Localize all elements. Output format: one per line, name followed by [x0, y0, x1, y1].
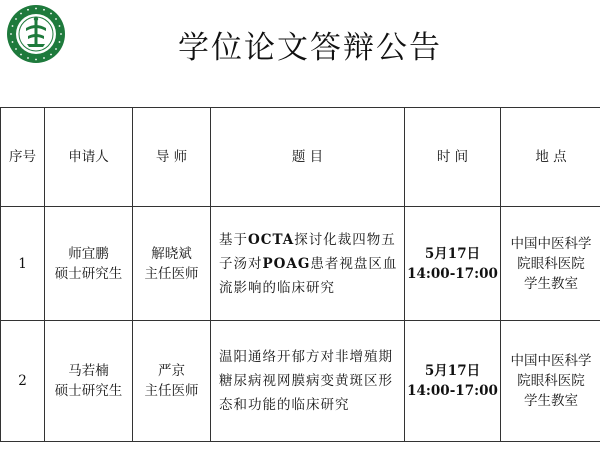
topic-text: 态和功能的临床研究 [219, 397, 350, 413]
announcement-table [0, 107, 600, 442]
location-line: 中国中医科学 [510, 353, 592, 369]
advisor-title: 主任医师 [144, 383, 199, 399]
topic-text: 患者视盘区血 [310, 255, 398, 272]
advisor-title: 主任医师 [144, 265, 199, 282]
applicant-cell [45, 207, 133, 321]
university-seal-icon [6, 4, 66, 64]
applicant-name: 师宜鹏 [68, 245, 109, 262]
page-title: 学位论文答辩公告 [178, 30, 442, 66]
topic-cell [211, 321, 405, 442]
topic-text: 基于 [219, 231, 248, 248]
topic-text: 糖尿病视网膜病变黄斑区形 [219, 373, 393, 389]
header-applicant: 申请人 [45, 108, 133, 207]
defense-date: 5月17日 [424, 363, 481, 379]
defense-time: 14:00-17:00 [407, 265, 498, 282]
defense-time: 14:00-17:00 [407, 383, 498, 399]
topic-text: 流影响的临床研究 [219, 279, 335, 296]
location-line: 学生教室 [524, 393, 578, 409]
applicant-degree: 硕士研究生 [54, 383, 123, 399]
topic-text: 子汤对 [219, 255, 263, 272]
location-line: 学生教室 [524, 275, 578, 292]
table-row [1, 207, 600, 321]
time-cell [405, 321, 501, 442]
applicant-name: 马若楠 [68, 363, 109, 379]
header-no: 序号 [1, 108, 45, 207]
defense-date: 5月17日 [424, 245, 481, 262]
row-number: 2 [1, 321, 45, 442]
topic-cell [211, 207, 405, 321]
topic-abbrev: POAG [262, 255, 311, 272]
applicant-cell [45, 321, 133, 442]
topic-text: 探讨化裁四物五 [294, 231, 396, 248]
header-location: 地 点 [501, 108, 600, 207]
advisor-name: 严京 [158, 363, 185, 379]
location-cell [501, 321, 600, 442]
header-advisor: 导 师 [133, 108, 211, 207]
location-line: 院眼科医院 [517, 373, 585, 389]
time-cell [405, 207, 501, 321]
advisor-cell [133, 207, 211, 321]
table-header-row [1, 108, 600, 207]
location-line: 院眼科医院 [517, 255, 585, 272]
applicant-degree: 硕士研究生 [54, 265, 123, 282]
table-row [1, 321, 600, 442]
location-line: 中国中医科学 [510, 235, 592, 252]
location-cell [501, 207, 600, 321]
advisor-cell [133, 321, 211, 442]
row-number: 1 [1, 207, 45, 321]
topic-text: 温阳通络开郁方对非增殖期 [219, 349, 393, 365]
topic-abbrev: OCTA [248, 231, 295, 248]
advisor-name: 解晓斌 [151, 245, 192, 262]
header-topic: 题 目 [211, 108, 405, 207]
header-time: 时 间 [405, 108, 501, 207]
